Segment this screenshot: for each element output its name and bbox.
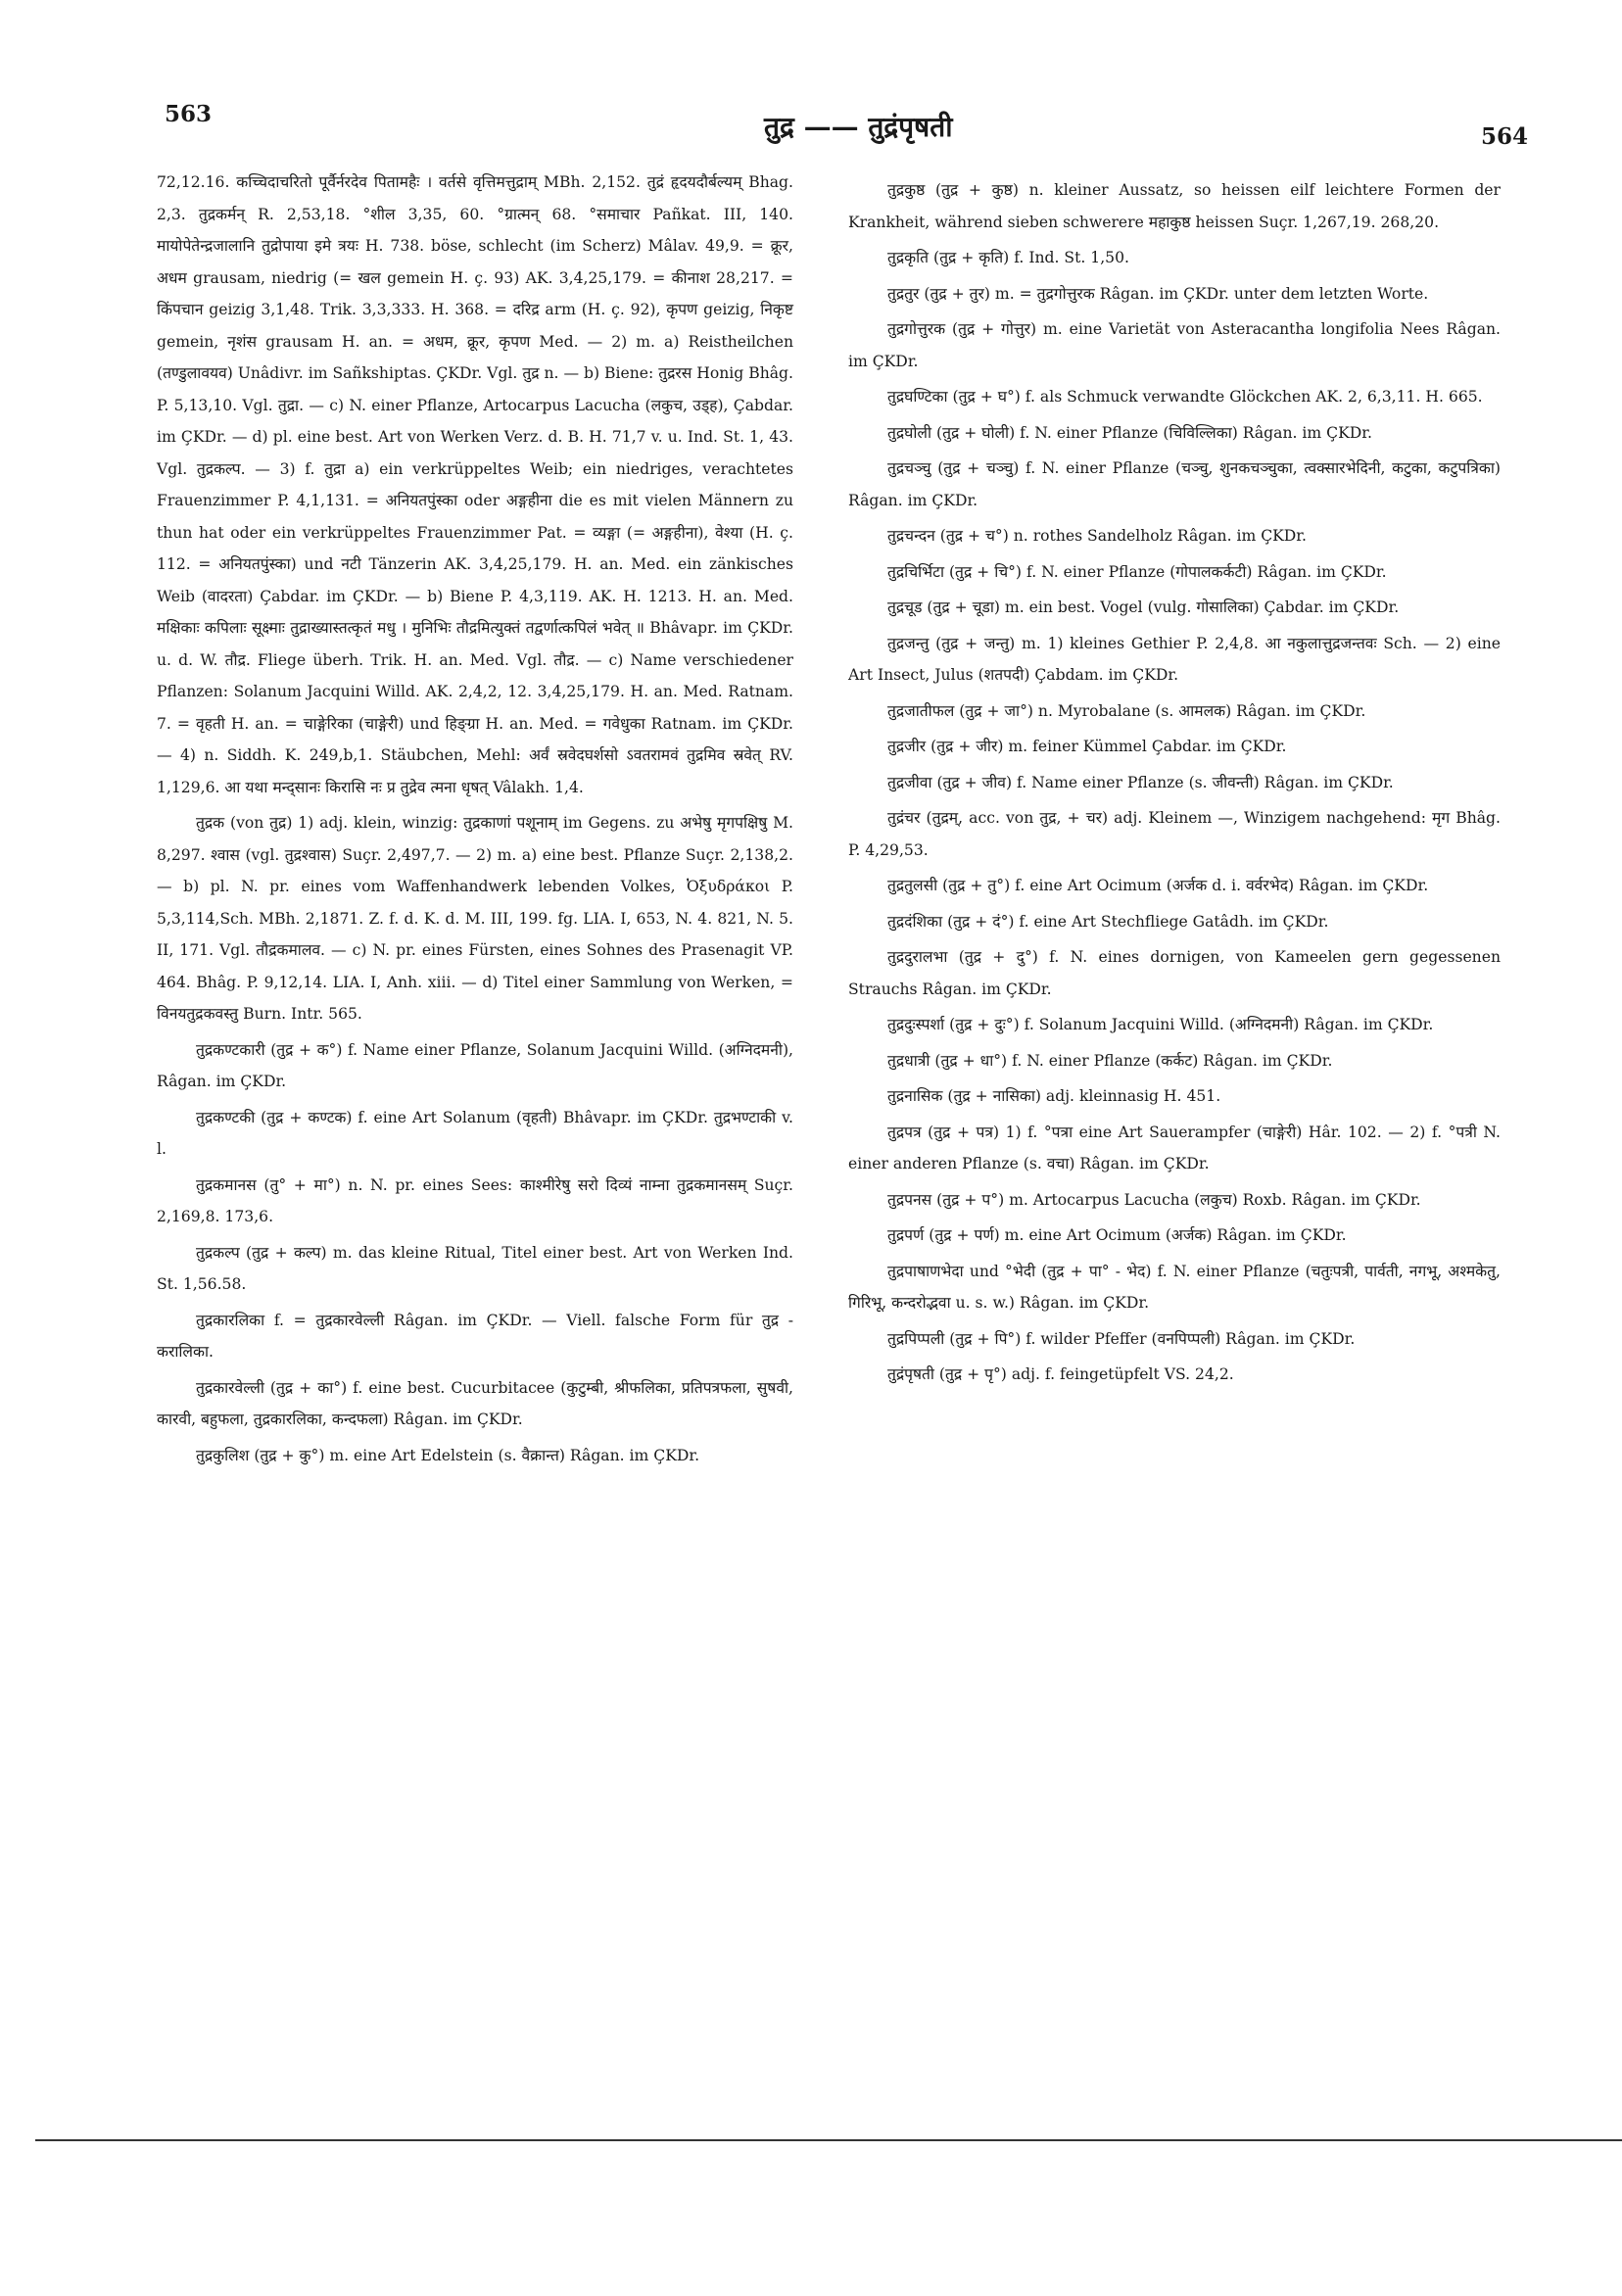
entry-continuation: 72,12.16. कच्चिदाचरितो पूर्वैर्नरदेव पितामहैः । वर्तसे वृत्तिमत्तुद्राम् MBh. 2,152. तुद्रं हृदयदौर्बल्यम् Bhag. 2,3. तुद्रकर्मन् R. 2,53,18. °शील 3,35, 60. °ग्रात्मन् 68. °समाचार Pañkat. III, 140. मायोपेतेन्द्रजालानि तुद्रोपाया इमे त्रयः H. 738. böse, schlecht (im Scherz) Mâlav. 49,9. = क्रूर, अधम grausam, niedrig (= खल gemein H. ç. 93) AK. 3,4,25,179. = कीनाश 28,217. = किंपचान geizig 3,1,48. Trik. 3,3,333. H. 368. = दरिद्र arm (H. ç. 92), कृपण geizig, निकृष्ट gemein, नृशंस grausam H. an. = अधम, क्रूर, कृपण Med. — 2) m. a) Reistheilchen (तण्डुलावयव) Unâdivr. im Sañkshiptas. ÇKDr. Vgl. तुद्र n. — b) Biene: तुद्ररस Honig Bhâg. P. 5,13,10. Vgl. तुद्रा. — c) N. einer Pflanze, Artocarpus Lacucha (लकुच, उड्ह), Çabdar. im ÇKDr. — d) pl. eine best. Art von Werken Verz. d. B. H. 71,7 v. u. Ind. St. 1, 43. Vgl. तुद्रकल्प. — 3) f. तुद्रा a) ein verkrüppeltes Weib; ein niedriges, verachtetes Frauenzimmer P. 4,1,131. = अनियतपुंस्का oder अङ्गहीना die es mit vielen Männern zu thun hat oder ein verkrüppeltes Frauenzimmer Pat. = व्यङ्गा (= अङ्गहीना), वेश्या (H. ç. 112. = अनियतपुंस्का) und नटी Tänzerin AK. 3,4,25,179. H. an. Med. ein zänkisches Weib (वादरता) Çabdar. im ÇKDr. — b) Biene P. 4,3,119. AK. H. 1213. H. an. Med. मक्षिकाः कपिलाः सूक्ष्माः तुद्राख्यास्तत्कृतं मधु । मुनिभिः तौद्रमित्युक्तं तद्वर्णात्कपिलं भवेत् ॥ Bhâvapr. im ÇKDr. u. d. W. तौद्र. Fliege überh. Trik. H. an. Med. Vgl. तौद्र. — c) Name verschiedener Pflanzen: Solanum Jacquini Willd. AK. 2,4,2, 12. 3,4,25,179. H. an. Med. Ratnam. 7. = वृहती H. an. = चाङ्गेरिका (चाङ्गेरी) und हिङ्ग्रा H. an. Med. = गवेधुका Ratnam. im ÇKDr. — 4) n. Siddh. K. 249,b,1. Stäubchen, Mehl: अर्वं स्रवेदघर्शसो ऽवतरामवं तुद्रमिव स्रवेत् RV. 1,129,6. आ यथा मन्द्सानः किरासि नः प्र तुद्रेव त्मना धृषत् Vâlakh. 1,4. [157, 173, 793, 796]
dictionary-entry: तुद्रदंशिका (तुद्र + दं°) f. eine Art Stechfliege Gatâdh. im ÇKDr. [887, 912, 1329, 931]
dictionary-entry: तुद्रतुलसी (तुद्र + तु°) f. eine Art Ocimum (अर्जक d. i. वर्वरभेद) Râgan. im ÇKDr. [887, 877, 1429, 894]
dictionary-entry: तुद्रकृति (तुद्र + कृति) f. Ind. St. 1,50. [887, 249, 1129, 266]
dictionary-entry: तुद्रदुरालभा (तुद्र + दु°) f. N. eines dornigen, von Kameelen gern gegessenen Strauchs Râgan. im ÇKDr. [848, 948, 1501, 998]
dictionary-entry: तुद्रकुलिश (तुद्र + कु°) m. eine Art Edelstein (s. वैक्रान्त) Râgan. im ÇKDr. [196, 1446, 700, 1464]
dictionary-entry: तुद्रपर्ण (तुद्र + पर्ण) m. eine Art Ocimum (अर्जक) Râgan. im ÇKDr. [887, 1226, 1347, 1244]
dictionary-entry: तुद्रचन्दन (तुद्र + च°) n. rothes Sandelholz Râgan. im ÇKDr. [887, 527, 1308, 545]
dictionary-entry: तुद्रकारलिका f. = तुद्रकारवेल्ली Râgan. im ÇKDr. — Viell. falsche Form für तुद्र - करालिका. [157, 1311, 793, 1361]
dictionary-entry: तुद्रचिर्भिटा (तुद्र + चि°) f. N. einer Pflanze (गोपालकर्कटी) Râgan. im ÇKDr. [887, 562, 1387, 581]
dictionary-entry: तुद्रक (von तुद्र) 1) adj. klein, winzig: तुद्रकाणां पशूनाम् im Gegens. zu अभेषु मृगपक्षिषु M. 8,297. श्वास (vgl. तुद्रश्वास) Suçr. 2,497,7. — 2) m. a) eine best. Pflanze Suçr. 2,138,2. — b) pl. N. pr. eines vom Waffenhandwerk lebenden Volkes, Ὀξυδράκοι P. 5,3,114,Sch. MBh. 2,1871. Z. f. d. K. d. M. III, 199. fg. LIA. I, 653, N. 4. 821, N. 5. II, 171. Vgl. तौद्रकमालव. — c) N. pr. eines Fürsten, eines Sohnes des Prasenagit VP. 464. Bhâg. P. 9,12,14. LIA. I, Anh. xiii. — d) Titel einer Sammlung von Werken, = विनयतुद्रकवस्तु Burn. Intr. 565. [157, 814, 793, 1023]
dictionary-entry: तुद्रंचर (तुद्रम्, acc. von तुद्र, + चर) adj. Kleinem —, Winzigem nachgehend: मृग Bhâg. P. 4,29,53. [848, 809, 1501, 859]
dictionary-entry: तुद्रकमानस (तु° + मा°) n. N. pr. eines Sees: काश्मीरेषु सरो दिव्यं नाम्ना तुद्रकमानसम् Suçr. 2,169,8. 173,6. [157, 1175, 793, 1225]
dictionary-entry: तुद्रचञ्चु (तुद्र + चञ्चु) f. N. einer Pflanze (चञ्चु, शुनकचञ्चुका, त्वक्सारभेदिनी, कटुका, कटुपत्रिका) Râgan. im ÇKDr. [848, 459, 1501, 509]
page-number-left: 563 [165, 101, 213, 127]
dictionary-entry: तुद्रनासिक (तुद्र + नासिका) adj. kleinnasig H. 451. [887, 1087, 1221, 1105]
dictionary-entry: तुद्रघण्टिका (तुद्र + घ°) f. als Schmuck verwandte Glöckchen AK. 2, 6,3,11. H. 665. [887, 388, 1483, 406]
dictionary-entry: तुद्रजातीफल (तुद्र + जा°) n. Myrobalane (s. आमलक) Râgan. im ÇKDr. [887, 701, 1366, 720]
dictionary-entry: तुद्रजन्तु (तुद्र + जन्तु) m. 1) kleines Gethier P. 2,4,8. आ नकुलात्तुद्रजन्तवः Sch. — 2) eine Art Insect, Julus (शतपदी) Çabdam. im ÇKDr. [848, 634, 1501, 684]
dictionary-entry: तुद्रकल्प (तुद्र + कल्प) m. das kleine Ritual, Titel einer best. Art von Werken Ind. St. 1,56.58. [157, 1243, 793, 1293]
dictionary-entry: तुद्रपिप्पली (तुद्र + पि°) f. wilder Pfeffer (वनपिप्पली) Râgan. im ÇKDr. [887, 1329, 1356, 1348]
dictionary-entry: तुद्रचूड (तुद्र + चूडा) m. ein best. Vogel (vulg. गोसालिका) Çabdar. im ÇKDr. [887, 598, 1400, 616]
bottom-rule [35, 2139, 1622, 2141]
page-number-right: 564 [1481, 123, 1529, 150]
dictionary-entry: तुद्रपत्र (तुद्र + पत्र) 1) f. °पत्रा eine Art Sauerampfer (चाङ्गेरी) Hâr. 102. — 2) f. °पत्री N. einer anderen Pflanze (s. वचा) Râgan. im ÇKDr. [848, 1123, 1501, 1172]
dictionary-entry: तुद्रंपृषती (तुद्र + पृ°) adj. f. feingetüpfelt VS. 24,2. [887, 1365, 1234, 1383]
dictionary-entry: तुद्रगोत्तुरक (तुद्र + गोत्तुर) m. eine Varietät von Asteracantha longifolia Nees Râgan. im ÇKDr. [848, 320, 1501, 370]
dictionary-entry: तुद्रधात्री (तुद्र + धा°) f. N. einer Pflanze (कर्कट) Râgan. im ÇKDr. [887, 1051, 1333, 1070]
dictionary-entry: तुद्रपाषाणभेदा und °भेदी (तुद्र + पा° - भेद) f. N. einer Pflanze (चतुःपत्री, पार्वती, नगभू, अश्मकेतु, गिरिभू, कन्दरोद्भवा u. s. w.) Râgan. im ÇKDr. [848, 1262, 1501, 1312]
dictionary-entry: तुद्रकण्टकी (तुद्र + कण्टक) f. eine Art Solanum (वृहती) Bhâvapr. im ÇKDr. तुद्रभण्टाकी v. l. [157, 1108, 793, 1158]
dictionary-entry: तुद्रकण्टकारी (तुद्र + क°) f. Name einer Pflanze, Solanum Jacquini Willd. (अग्निदमनी), Râgan. im ÇKDr. [157, 1040, 793, 1090]
dictionary-entry: तुद्रदुःस्पर्शा (तुद्र + दुः°) f. Solanum Jacquini Willd. (अग्निदमनी) Râgan. im ÇKDr. [887, 1016, 1434, 1033]
dictionary-entry: तुद्रजीर (तुद्र + जीर) m. feiner Kümmel Çabdar. im ÇKDr. [887, 738, 1287, 755]
dictionary-entry: तुद्रकारवेल्ली (तुद्र + का°) f. eine best. Cucurbitacee (कुटुम्बी, श्रीफलिका, प्रतिपत्रफला, सुषवी, कारवी, बहुफला, तुद्रकारलिका, कन्दफला) Râgan. im ÇKDr. [157, 1378, 793, 1428]
dictionary-entry: तुद्रघोली (तुद्र + घोली) f. N. einer Pflanze (चिविल्लिका) Râgan. im ÇKDr. [887, 423, 1372, 442]
left-column [157, 167, 793, 1475]
right-column [848, 174, 1501, 1395]
dictionary-entry: तुद्रकुष्ठ (तुद्र + कुष्ठ) n. kleiner Aussatz, so heissen eilf leichtere Formen der Krankheit, während sieben schwerere महाकुष्ठ heissen Suçr. 1,267,19. 268,20. [848, 181, 1501, 231]
running-head: तुद्र —— तुद्रंपृषती [764, 111, 953, 143]
dictionary-entry: तुद्रपनस (तुद्र + प°) m. Artocarpus Lacucha (लकुच) Roxb. Râgan. im ÇKDr. [887, 1190, 1421, 1209]
dictionary-entry: तुद्रतुर (तुद्र + तुर) m. = तुद्रगोत्तुरक Râgan. im ÇKDr. unter dem letzten Worte. [887, 284, 1429, 303]
dictionary-entry: तुद्रजीवा (तुद्र + जीव) f. Name einer Pflanze (s. जीवन्ती) Râgan. im ÇKDr. [887, 773, 1394, 791]
